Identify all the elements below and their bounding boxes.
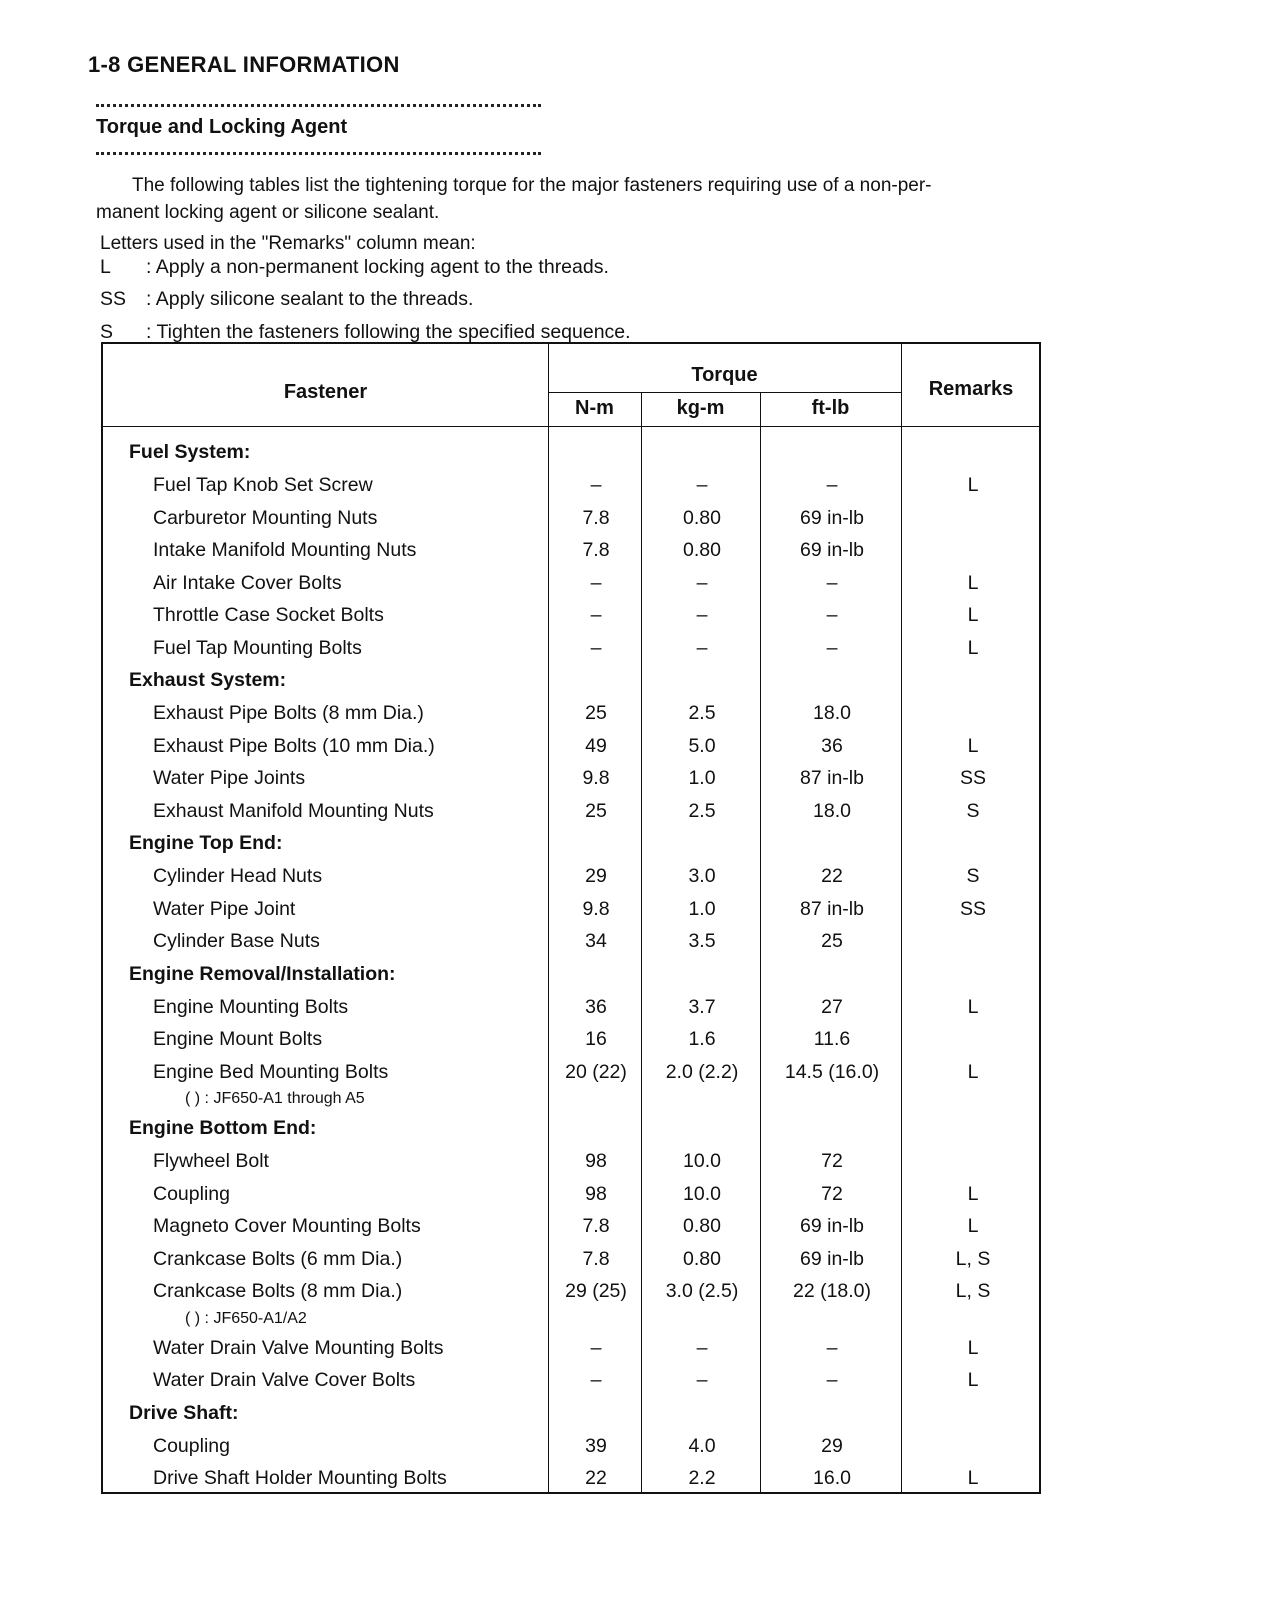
remarks-cell: L [967,474,979,496]
table-row [103,1430,1039,1463]
legend-code: L [100,255,111,278]
table-row [103,502,1039,535]
table-row [103,1243,1039,1276]
fastener-cell: Coupling [153,1434,230,1457]
fastener-cell: Exhaust Pipe Bolts (10 mm Dia.) [153,734,435,757]
remarks-cell: L [967,1336,979,1359]
kgm-cell: – [696,1336,708,1359]
fastener-cell: Magneto Cover Mounting Bolts [153,1215,421,1237]
fastener-cell: Drive Shaft Holder Mounting Bolts [153,1467,447,1489]
fastener-cell: Coupling [153,1182,230,1205]
fastener-cell: Crankcase Bolts (8 mm Dia.) [153,1280,403,1302]
legend-code: SS [100,288,127,310]
ftlb-cell: – [826,571,838,594]
dotted-rule-top [96,104,541,107]
table-row [103,991,1039,1024]
nm-cell: – [590,604,602,626]
ftlb-cell: 87 in-lb [800,767,864,789]
section-title: Torque and Locking Agent [96,116,348,138]
table-row [103,893,1039,926]
fastener-cell: Exhaust Pipe Bolts (8 mm Dia.) [153,702,424,724]
kgm-cell: 2.5 [688,799,716,822]
remarks-cell: L [967,604,979,626]
kgm-cell: – [696,604,708,626]
remarks-cell: L, S [955,1280,991,1302]
kgm-cell: – [696,571,708,594]
kgm-cell: 3.5 [688,930,716,952]
category-label: Engine Bottom End: [129,1117,317,1139]
kgm-cell: 1.6 [688,1028,716,1050]
nm-cell: 7.8 [582,539,610,561]
fastener-cell: Flywheel Bolt [153,1150,269,1172]
kgm-cell: 3.7 [688,995,716,1018]
ftlb-cell: 18.0 [813,702,851,724]
ftlb-cell: 36 [821,734,843,757]
table-row [103,925,1039,958]
header-kgm: kg-m [676,397,725,419]
kgm-cell: 3.0 (2.5) [665,1280,739,1302]
nm-cell: – [590,1336,602,1359]
nm-cell: 49 [585,734,607,757]
ftlb-cell: 16.0 [813,1467,851,1489]
remarks-cell: S [966,865,980,887]
ftlb-cell: – [826,1336,838,1359]
ftlb-cell: 27 [821,995,843,1018]
table-row [103,762,1039,795]
legend-code: S [100,320,114,343]
note-row [103,1308,1039,1332]
category-row [103,436,1039,469]
ftlb-cell: 69 in-lb [800,506,864,529]
nm-cell: 29 (25) [565,1280,627,1302]
ftlb-cell: 29 [821,1434,843,1457]
category-row [103,958,1039,991]
ftlb-cell: 69 in-lb [800,539,864,561]
category-row [103,1397,1039,1430]
nm-cell: 25 [585,702,607,724]
legend-item [100,288,631,321]
table-row [103,1056,1039,1089]
nm-cell: 29 [585,865,607,887]
table-row [103,567,1039,600]
ftlb-cell: 72 [821,1182,843,1205]
ftlb-cell: – [826,636,838,659]
torque-table [101,342,1041,1494]
fastener-cell: Crankcase Bolts (6 mm Dia.) [153,1247,403,1270]
nm-cell: 9.8 [582,897,610,920]
remarks-cell: SS [959,767,986,789]
intro-line-2: manent locking agent or silicone sealant. [96,202,440,223]
page-title: 1-8 GENERAL INFORMATION [88,52,400,77]
table-row [103,795,1039,828]
kgm-cell: 10.0 [683,1150,721,1172]
fastener-cell: Water Drain Valve Cover Bolts [153,1369,416,1391]
nm-cell: – [590,1369,602,1391]
ftlb-cell: 87 in-lb [800,897,864,920]
fastener-cell: Exhaust Manifold Mounting Nuts [153,799,434,822]
legend-text: : Apply a non-permanent locking agent to the threads. [146,255,609,278]
nm-cell: 34 [585,930,607,952]
table-row [103,469,1039,502]
category-label: Engine Removal/Installation: [129,962,396,985]
ftlb-cell: – [826,604,838,626]
table-row [103,599,1039,632]
nm-cell: 25 [585,799,607,822]
fastener-cell: Engine Mount Bolts [153,1028,323,1050]
fastener-cell: Intake Manifold Mounting Nuts [153,539,417,561]
kgm-cell: 2.5 [688,702,716,724]
remarks-legend [100,232,631,353]
nm-cell: 36 [585,995,607,1018]
remarks-cell: L [967,1467,979,1489]
kgm-cell: 1.0 [688,897,716,920]
category-label: Exhaust System: [129,669,287,691]
ftlb-cell: – [826,1369,838,1391]
remarks-cell: S [966,799,980,822]
table-row [103,534,1039,567]
header-nm: N-m [575,397,614,419]
category-row [103,664,1039,697]
fastener-cell: Fuel Tap Knob Set Screw [153,474,373,496]
remarks-cell: L [967,571,979,594]
table-row [103,1023,1039,1056]
remarks-cell: L [967,636,979,659]
fastener-cell: Carburetor Mounting Nuts [153,506,378,529]
nm-cell: 9.8 [582,767,610,789]
intro-line-1: The following tables list the tightening torque for the major fasteners requiring use of a non-per- [132,175,932,196]
nm-cell: 7.8 [582,506,610,529]
header-remarks: Remarks [928,378,1014,400]
kgm-cell: 5.0 [688,734,716,757]
table-row [103,1145,1039,1178]
header-ftlb: ft-lb [811,397,850,419]
fastener-cell: Air Intake Cover Bolts [153,571,342,594]
kgm-cell: – [696,474,708,496]
kgm-cell: 0.80 [683,1247,721,1270]
nm-cell: 7.8 [582,1215,610,1237]
kgm-cell: 4.0 [688,1434,716,1457]
remarks-cell: L [967,1215,979,1237]
fastener-cell: Water Drain Valve Mounting Bolts [153,1336,444,1359]
header-torque: Torque [691,364,758,386]
nm-cell: 39 [585,1434,607,1457]
header-fastener: Fastener [283,381,368,403]
table-row [103,632,1039,665]
ftlb-cell: 72 [821,1150,843,1172]
legend-heading: Letters used in the "Remarks" column mean: [100,233,476,254]
ftlb-cell: 14.5 (16.0) [784,1060,880,1083]
legend-item [100,256,631,289]
remarks-cell: L, S [955,1247,991,1270]
category-row [103,827,1039,860]
fastener-cell: Fuel Tap Mounting Bolts [153,636,362,659]
nm-cell: – [590,636,602,659]
nm-cell: 98 [585,1150,607,1172]
table-row [103,1178,1039,1211]
note-row [103,1088,1039,1112]
kgm-cell: 10.0 [683,1182,721,1205]
table-row [103,1462,1039,1495]
table-row [103,1364,1039,1397]
nm-cell: – [590,474,602,496]
nm-cell: 22 [585,1467,607,1489]
fastener-cell: Engine Bed Mounting Bolts [153,1060,389,1083]
ftlb-cell: 69 in-lb [800,1247,864,1270]
category-label: Engine Top End: [129,832,283,854]
category-label: Drive Shaft: [129,1401,239,1424]
fastener-cell: Water Pipe Joint [153,897,296,920]
table-row [103,1332,1039,1365]
kgm-cell: – [696,1369,708,1391]
ftlb-cell: 69 in-lb [800,1215,864,1237]
ftlb-cell: 22 [821,865,843,887]
remarks-cell: L [967,734,979,757]
kgm-cell: 0.80 [683,1215,721,1237]
nm-cell: – [590,571,602,594]
fastener-cell: Cylinder Base Nuts [153,930,320,952]
nm-cell: 7.8 [582,1247,610,1270]
kgm-cell: 2.0 (2.2) [665,1060,739,1083]
nm-cell: 98 [585,1182,607,1205]
fastener-cell: Cylinder Head Nuts [153,865,323,887]
kgm-cell: 1.0 [688,767,716,789]
remarks-cell: SS [959,897,986,920]
kgm-cell: 2.2 [688,1467,716,1489]
header-bottom-rule [103,426,1039,427]
table-row [103,1275,1039,1308]
category-row [103,1112,1039,1145]
kgm-cell: 3.0 [688,865,716,887]
table-row [103,860,1039,893]
kgm-cell: – [696,636,708,659]
ftlb-cell: 18.0 [813,799,851,822]
nm-cell: 20 (22) [565,1060,627,1083]
category-label: Fuel System: [129,441,251,463]
table-row [103,697,1039,730]
ftlb-cell: 22 (18.0) [792,1280,872,1302]
intro-paragraph [96,172,1046,226]
fastener-cell: Throttle Case Socket Bolts [153,604,384,626]
remarks-cell: L [967,1060,979,1083]
table-body [103,436,1039,1495]
torque-header-divider [548,392,901,393]
fastener-cell: Engine Mounting Bolts [153,995,349,1018]
kgm-cell: 0.80 [683,539,721,561]
legend-text: : Apply silicone sealant to the threads. [146,288,474,310]
fastener-cell: Water Pipe Joints [153,767,306,789]
table-row [103,1210,1039,1243]
legend-text: : Tighten the fasteners following the specified sequence. [146,320,631,343]
table-row [103,730,1039,763]
note-label: ( ) : JF650-A1 through A5 [185,1090,365,1107]
kgm-cell: 0.80 [683,506,721,529]
note-label: ( ) : JF650-A1/A2 [185,1309,307,1327]
ftlb-cell: 25 [821,930,843,952]
remarks-cell: L [967,1369,979,1391]
remarks-cell: L [967,1182,979,1205]
ftlb-cell: 11.6 [813,1028,851,1050]
dotted-rule-bottom [96,152,541,155]
nm-cell: 16 [585,1028,607,1050]
ftlb-cell: – [826,474,838,496]
remarks-cell: L [967,995,979,1018]
